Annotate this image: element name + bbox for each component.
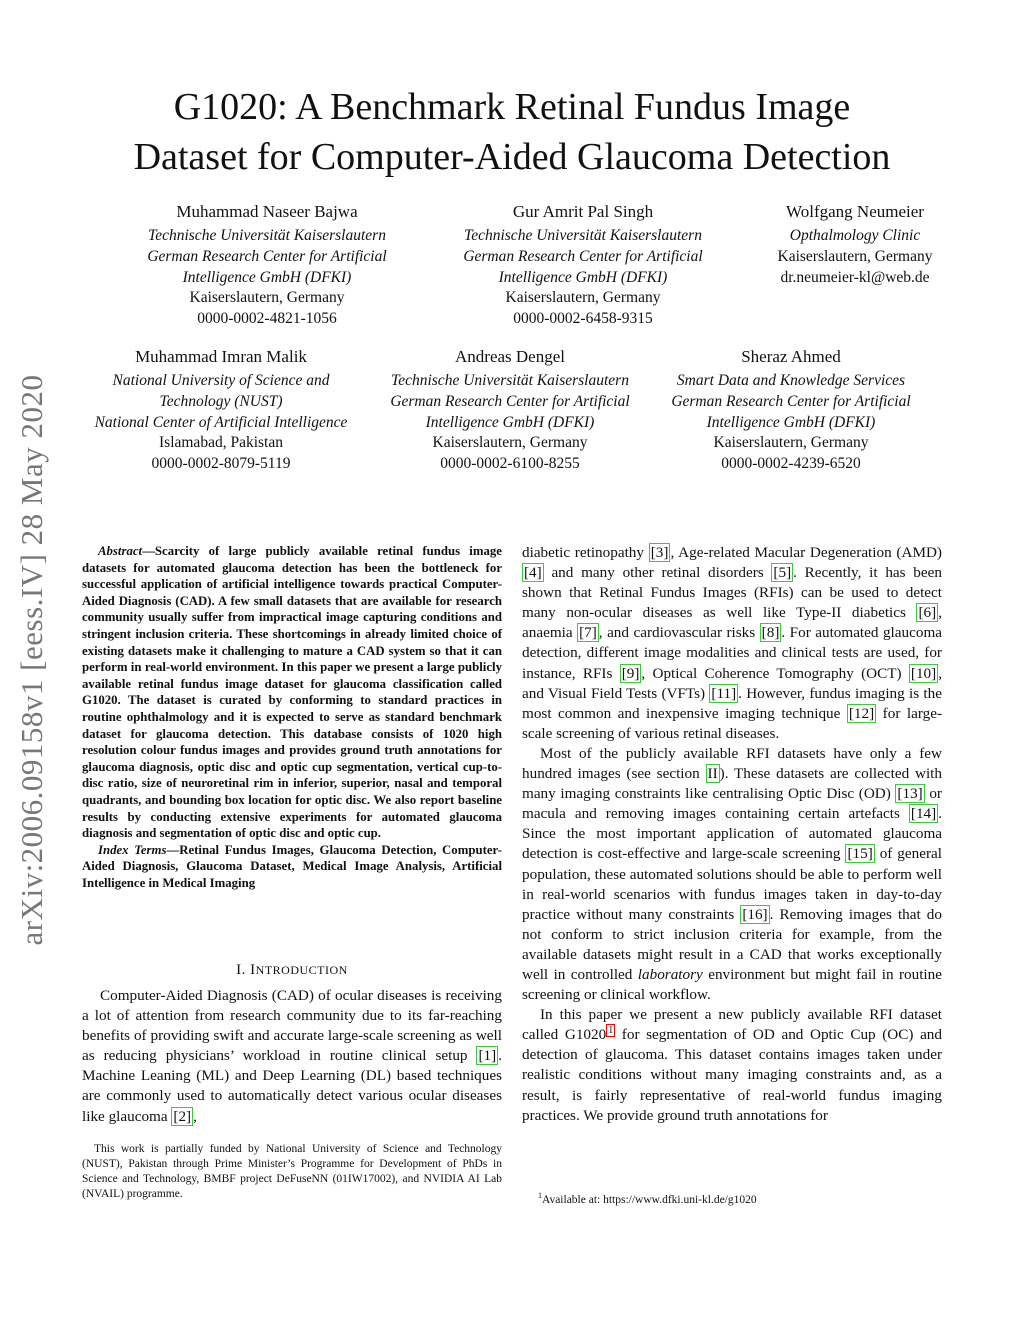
index-terms-text: —Retinal Fundus Images, Glaucoma Detection, Computer-Aided Diagnosis, Glaucoma Dataset, Medical Image Analysis, Artificial Intelligence in Medical Imaging xyxy=(82,842,502,890)
footnote-link[interactable]: 1 xyxy=(608,1025,614,1037)
abstract-label: Abstract xyxy=(98,544,143,558)
author-affiliation: Technische Universität Kaiserslautern xyxy=(391,372,629,389)
author-block-5 xyxy=(361,345,659,475)
body-text: , xyxy=(193,1107,197,1125)
citation-link[interactable]: [8] xyxy=(761,624,780,642)
citation-link[interactable]: [7] xyxy=(579,624,597,642)
citation-link[interactable]: [10] xyxy=(910,664,937,682)
funding-footnote-text: This work is partially funded by National University of Science and Technology (NUST), Pakistan through Prime Minister’s Programme for Development of PhDs in Science and Technology, BMBF project DeFuseNN (01IW17002), and NVIDIA AI Lab (NVAIL) programme. xyxy=(82,1143,502,1200)
citation-link[interactable]: [15] xyxy=(847,845,873,863)
author-name: Muhammad Naseer Bajwa xyxy=(176,202,358,221)
citation-link[interactable]: [11] xyxy=(711,684,737,702)
paper-title xyxy=(80,82,944,182)
paragraph: In this paper we present a new publicly available RFI dataset called G1020 $^1$ for segmentation of OD and Optic Cup (OC) and detection of glaucoma. This dataset contains images taken under realistic conditions without many imaging constraints and, as a result, is fairly representative of real-world fundus imaging practices. We provide ground truth annotations for xyxy=(522,1006,942,1124)
author-name: Muhammad Imran Malik xyxy=(135,347,307,366)
author-affiliation: Intelligence GmbH (DFKI) xyxy=(706,413,876,431)
title-line-1: G1020: A Benchmark Retinal Fundus Image xyxy=(173,86,851,128)
index-terms-label: Index Terms xyxy=(98,842,167,857)
author-block-6 xyxy=(642,345,940,475)
section-heading-introduction xyxy=(82,962,502,979)
author-block-2 xyxy=(434,200,732,330)
abstract xyxy=(82,543,502,891)
citation-link[interactable]: [9] xyxy=(621,664,640,682)
author-block-3 xyxy=(752,200,958,288)
author-affiliation: German Research Center for Artificial xyxy=(390,392,630,410)
arxiv-identifier-text: arXiv:2006.09158v1 [eess.IV] 28 May 2020 xyxy=(14,374,49,946)
author-affiliation: Intelligence GmbH (DFKI) xyxy=(182,268,352,286)
section-link[interactable]: II xyxy=(707,765,718,783)
citation-link[interactable]: [2] xyxy=(173,1107,192,1125)
author-affiliation: Intelligence GmbH (DFKI) xyxy=(425,413,595,431)
author-name: Sheraz Ahmed xyxy=(741,347,841,366)
author-orcid: 0000-0002-6458-9315 xyxy=(513,310,653,328)
citation-link[interactable]: [4] xyxy=(524,564,542,582)
paragraph: Most of the publicly available RFI datasets have only a few hundred images (see section II ). These datasets are collected with many imaging constraints like centralising Optic Disc (OD) [13] or macula and removing images containing certain artefacts [14] . Since the most important application of automated glaucoma detection is cost-effective and large-scale screening [15] of general population, these automated solutions should be able to perform well in real-world scenarios with fundus images taken in day-to-day practice without many constraints [16] . Removing images that do not conform to strict inclusion criteria for example, from the available datasets might result in a CAD that works exceptionally well in controlled laboratory environment but might fail in routine screening or clinical workflow. xyxy=(522,744,942,1004)
author-affiliation: National Center of Artificial Intelligence xyxy=(94,413,348,431)
author-name: Andreas Dengel xyxy=(455,347,565,366)
author-affiliation: Technische Universität Kaiserslautern xyxy=(148,227,386,244)
author-affiliation: German Research Center for Artificial xyxy=(147,247,387,265)
author-location: Kaiserslautern, Germany xyxy=(713,434,869,452)
intro-right-column xyxy=(522,543,942,1126)
author-orcid: 0000-0002-6100-8255 xyxy=(440,455,580,473)
author-location: Islamabad, Pakistan xyxy=(159,434,283,452)
citation-link[interactable]: [6] xyxy=(918,604,937,622)
author-affiliation: Technology (NUST) xyxy=(159,392,283,410)
citation-link[interactable]: [16] xyxy=(742,905,768,923)
dataset-url-text: Available at: https://www.dfki.uni-kl.de/g1020 xyxy=(542,1193,757,1206)
author-location: Kaiserslautern, Germany xyxy=(432,434,588,452)
author-affiliation: Intelligence GmbH (DFKI) xyxy=(498,268,668,286)
author-location: Kaiserslautern, Germany xyxy=(777,247,933,265)
author-block-1 xyxy=(118,200,416,330)
author-name: Wolfgang Neumeier xyxy=(786,202,924,221)
funding-footnote xyxy=(82,1142,502,1202)
author-affiliation: German Research Center for Artificial xyxy=(671,392,911,410)
title-line-2: Dataset for Computer-Aided Glaucoma Detection xyxy=(133,136,891,178)
author-orcid: 0000-0002-8079-5119 xyxy=(151,455,291,473)
author-block-4 xyxy=(72,345,370,475)
section-number: I. I xyxy=(236,962,256,978)
author-orcid: 0000-0002-4239-6520 xyxy=(721,455,861,473)
abstract-text: —Scarcity of large publicly available retinal fundus image datasets for automated glaucoma detection has been the bottleneck for successful application of artificial intelligence towards practical Computer-Aided Diagnosis (CAD). A few small datasets that are available for research community usually suffer from impractical image capturing conditions and stringent inclusion criteria. These shortcomings in already limited choice of existing datasets make it challenging to mature a CAD system so that it can perform in real-world environment. In this paper we present a large publicly available retinal fundus image dataset for glaucoma classification called G1020. The dataset is curated by conforming to standard practices in routine ophthalmology and it is expected to serve as standard benchmark dataset for glaucoma detection. This database consists of 1020 high resolution colour fundus images and provides ground truth annotations for glaucoma diagnosis, optic disc and optic cup segmentation, vertical cup-to-disc ratio, size of neuroretinal rim in inferior, superior, nasal and temporal quadrants, and bounding box location for optic disc. We also report baseline results by conducting extensive experiments for automated glaucoma diagnosis and segmentation of optic disc and optic cup. xyxy=(82,544,502,841)
author-location: Kaiserslautern, Germany xyxy=(189,289,345,307)
body-text: . Machine Leaning (ML) and Deep Learning (DL) based techniques are commonly used to automatically detect various ocular diseases like glaucoma xyxy=(82,1047,502,1125)
author-name: Gur Amrit Pal Singh xyxy=(512,202,654,221)
citation-link[interactable]: [13] xyxy=(897,785,923,803)
citation-link[interactable]: [3] xyxy=(650,544,669,561)
author-orcid: 0000-0002-4821-1056 xyxy=(197,310,337,328)
arxiv-identifier xyxy=(2,360,62,960)
author-affiliation: Technische Universität Kaiserslautern xyxy=(464,227,702,244)
author-location: Kaiserslautern, Germany xyxy=(505,289,661,307)
intro-paragraph-left xyxy=(82,986,502,1127)
citation-link[interactable]: [5] xyxy=(773,564,792,582)
author-email: dr.neumeier-kl@web.de xyxy=(780,268,930,286)
dataset-footnote xyxy=(538,1188,942,1208)
citation-link[interactable]: [12] xyxy=(848,704,875,722)
author-affiliation: Smart Data and Knowledge Services xyxy=(676,372,906,389)
citation-link[interactable]: [1] xyxy=(478,1047,497,1065)
citation-link[interactable]: [14] xyxy=(910,805,937,823)
paragraph: diabetic retinopathy [3] , Age-related Macular Degeneration (AMD) [4] and many other retinal disorders [5] . Recently, it has been shown that Retinal Fundus Images (RFIs) can be used to detect many non-ocular diseases as well like Type-II diabetics [6] , anaemia [7] , and cardiovascular risks [8] . For automated glaucoma detection, different image modalities and clinical tests are used, for instance, RFIs [9] , Optical Coherence Tomography (OCT) [10] , and Visual Field Tests (VFTs) [11] . However, fundus imaging is the most common and inexpensive imaging technique [12] for large-scale screening of various retinal diseases. xyxy=(522,544,943,742)
footnote-marker: 1 xyxy=(538,1191,542,1200)
author-affiliation: Opthalmology Clinic xyxy=(789,227,921,244)
author-affiliation: National University of Science and xyxy=(112,372,330,389)
body-text: Computer-Aided Diagnosis (CAD) of ocular diseases is receiving a lot of attention from research community due to its far-reaching benefits of providing swift and accurate large-scale screening as well as reducing physicians’ workload in routine clinical setup xyxy=(82,987,502,1065)
author-affiliation: German Research Center for Artificial xyxy=(463,247,703,265)
section-title: NTRODUCTION xyxy=(255,963,348,977)
